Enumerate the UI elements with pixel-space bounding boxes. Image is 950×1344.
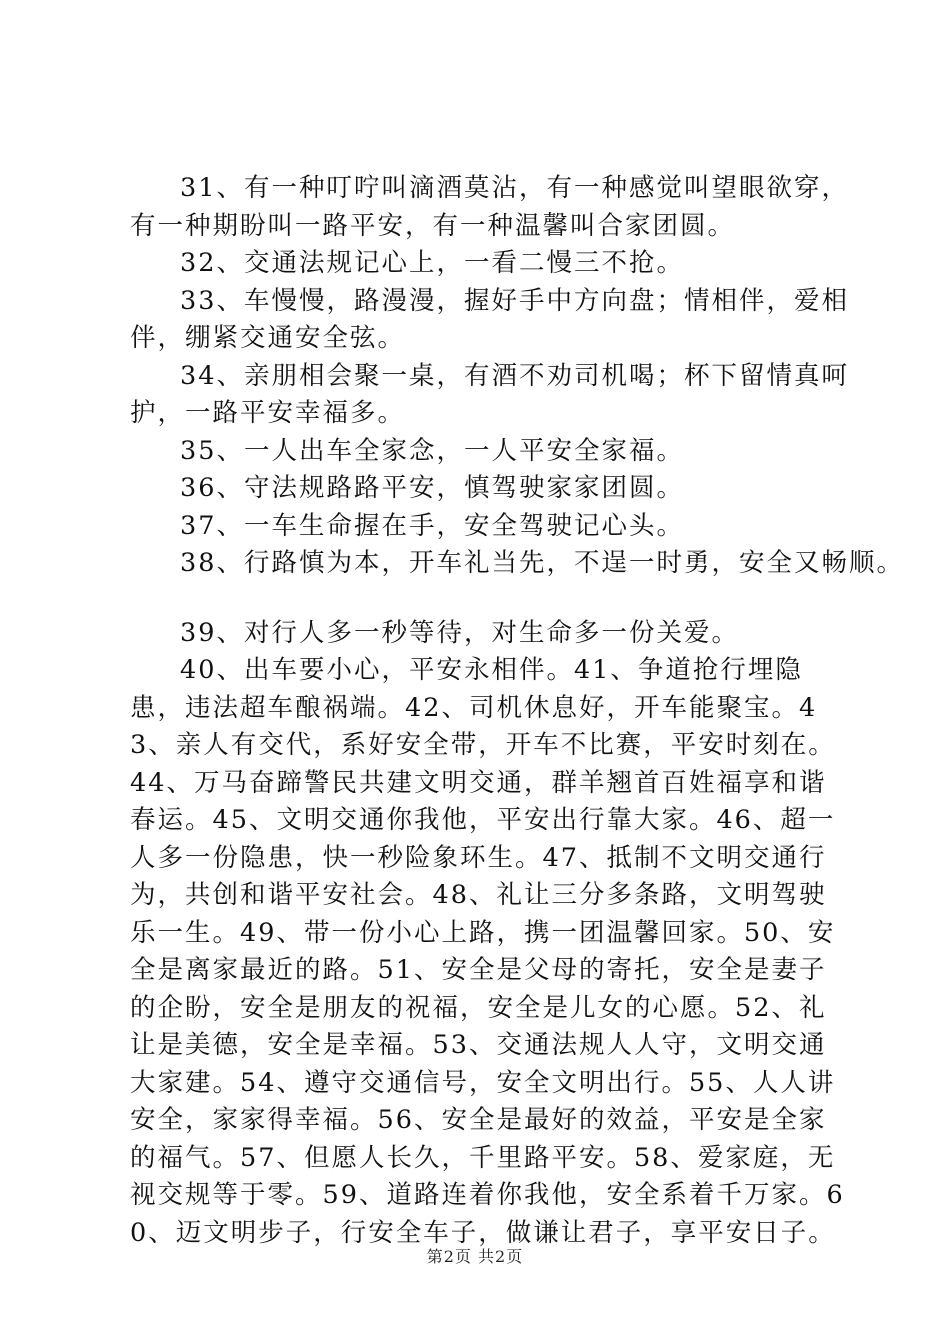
paragraph-35: 35、一人出车全家念，一人平安全家福。 [180,435,684,466]
paragraph-32: 32、交通法规记心上，一看二慢三不抢。 [180,248,684,278]
paragraph-37: 37、一车生命握在手，安全驾驶记心头。 [180,510,684,541]
paragraph-33: 33、车慢慢，路漫漫，握好手中方向盘；情相伴，爱相伴，绷紧交通安全弦。 [130,285,849,353]
document-body [130,170,904,1252]
paragraph-36: 36、守法规路路平安，慎驾驶家家团圆。 [180,473,684,503]
paragraph-39: 39、对行人多一秒等待，对生命多一份关爱。 [180,617,739,648]
paragraph-40-60: 40、出车要小心，平安永相伴。41、争道抢行埋隐患，违法超车酿祸端。42、司机休息好，开车能聚宝。43、亲人有交代，系好安全带，开车不比赛，平安时刻在。44、万马奋蹄警民共建文明交通，群羊翘首百姓福享和谐春运。45、文明交通你我他，平安出行靠大家。46、超一人多一份隐患，快一秒险象环生。47、抵制不文明交通行为，共创和谐平安社会。48、礼让三分多条路，文明驾驶乐一生。49、带一份小心上路，携一团温馨回家。50、安全是离家最近的路。51、安全是父母的寄托，安全是妻子的企盼，安全是朋友的祝福，安全是儿女的心愿。52、礼让是美德，安全是幸福。53、交通法规人人守，文明交通大家建。54、遵守交通信号，安全文明出行。55、人人讲安全，家家得幸福。56、安全是最好的效益，平安是全家的福气。57、但愿人长久，千里路平安。58、爱家庭，无视交规等于零。59、道路连着你我他，安全系着千万家。60、迈文明步子，行安全车子，做谦让君子，享平安日子。 [130,655,845,1248]
paragraph-gap [130,583,850,615]
paragraph-31: 31、有一种叮咛叫滴酒莫沾，有一种感觉叫望眼欲穿，有一种期盼叫一路平安，有一种温馨叫合家团圆。 [130,173,849,241]
paragraph-38: 38、行路慎为本，开车礼当先，不逞一时勇，安全又畅顺。 [180,548,904,578]
page-footer: 第2页 共2页 [426,1247,524,1266]
paragraph-34: 34、亲朋相会聚一桌，有酒不劝司机喝；杯下留情真呵护，一路平安幸福多。 [130,360,849,428]
